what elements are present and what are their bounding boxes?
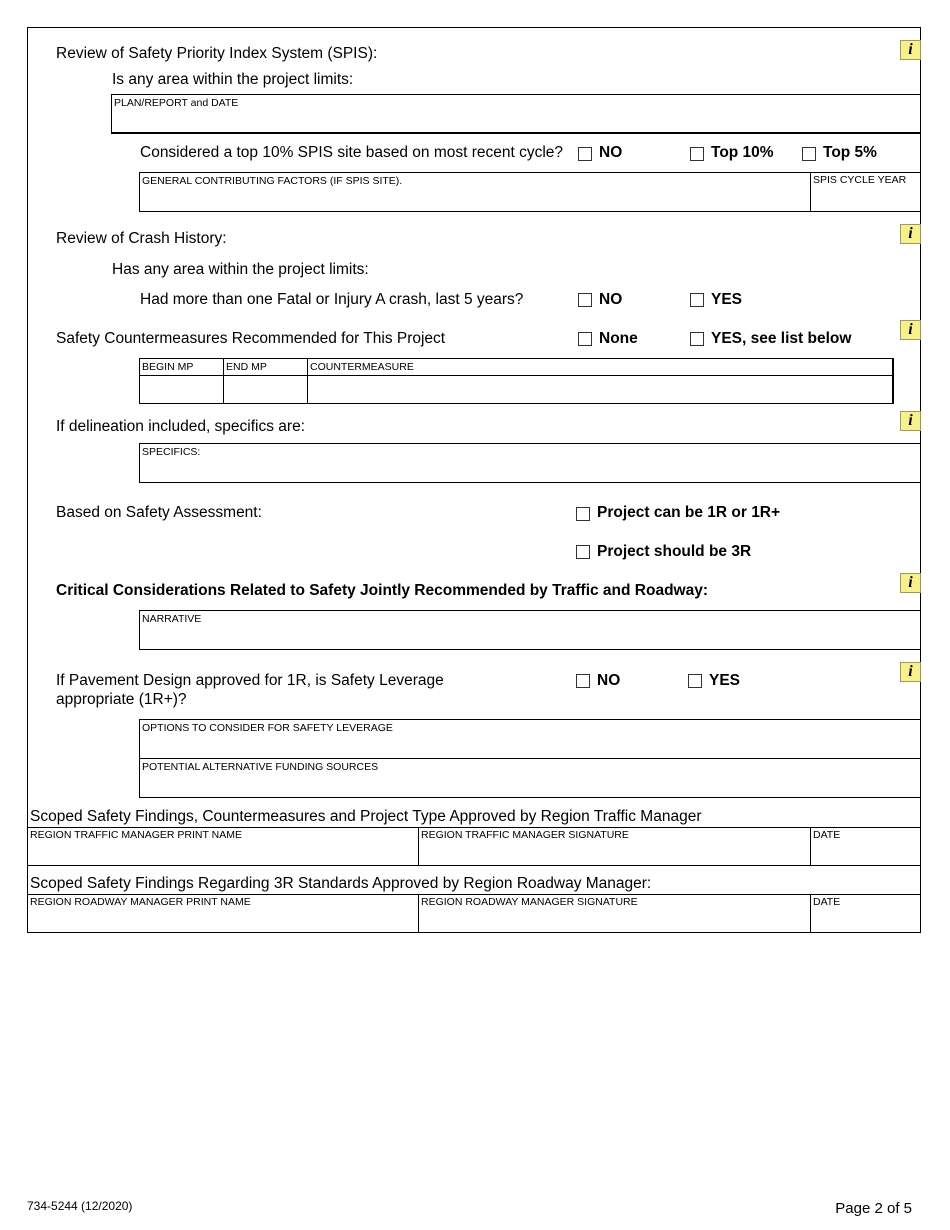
page-number: Page 2 of 5 xyxy=(835,1200,912,1217)
spis-subheading: Is any area within the project limits: xyxy=(112,71,354,88)
roadway-manager-name-field[interactable] xyxy=(28,895,418,932)
plan-report-label: PLAN/REPORT and DATE xyxy=(114,97,239,109)
funding-sources-field[interactable] xyxy=(139,758,921,798)
crash-no-checkbox[interactable] xyxy=(578,293,592,307)
leverage-no-checkbox[interactable] xyxy=(576,674,590,688)
form-number: 734-5244 (12/2020) xyxy=(27,1199,133,1213)
spis-cycle-year-label: SPIS CYCLE YEAR xyxy=(813,174,907,186)
spis-top10-label: Top 10% xyxy=(711,144,774,161)
specifics-label: SPECIFICS: xyxy=(142,446,201,458)
info-icon[interactable]: i xyxy=(900,411,921,431)
safety-leverage-options-field[interactable] xyxy=(139,719,921,759)
roadway-approval-heading: Scoped Safety Findings Regarding 3R Standards Approved by Region Roadway Manager: xyxy=(30,875,652,892)
plan-report-field[interactable] xyxy=(111,94,921,134)
spis-no-checkbox[interactable] xyxy=(578,147,592,161)
crash-question: Had more than one Fatal or Injury A crash, last 5 years? xyxy=(140,291,524,308)
contributing-factors-field[interactable] xyxy=(139,172,921,212)
leverage-no-label: NO xyxy=(597,672,621,689)
crash-heading: Review of Crash History: xyxy=(56,230,227,247)
col-countermeasure: COUNTERMEASURE xyxy=(310,361,414,373)
spis-cycle-year-field[interactable] xyxy=(810,172,922,212)
begin-mp-input[interactable] xyxy=(141,377,222,403)
col-end-mp: END MP xyxy=(226,361,267,373)
specifics-field[interactable] xyxy=(139,443,921,483)
countermeasures-none-checkbox[interactable] xyxy=(578,332,592,346)
project-3r-checkbox[interactable] xyxy=(576,545,590,559)
roadway-manager-signature-label: REGION ROADWAY MANAGER SIGNATURE xyxy=(421,896,638,908)
roadway-approval-date-field[interactable] xyxy=(810,895,922,932)
traffic-manager-signature-field[interactable] xyxy=(418,828,810,865)
crash-yes-checkbox[interactable] xyxy=(690,293,704,307)
crash-subheading: Has any area within the project limits: xyxy=(112,261,369,278)
project-3r-label: Project should be 3R xyxy=(597,543,752,560)
traffic-approval-date-label: DATE xyxy=(813,829,841,841)
spis-no-label: NO xyxy=(599,144,623,161)
col-begin-mp: BEGIN MP xyxy=(142,361,194,373)
roadway-approval-date-label: DATE xyxy=(813,896,841,908)
crash-no-label: NO xyxy=(599,291,623,308)
countermeasures-heading: Safety Countermeasures Recommended for This Project xyxy=(56,330,446,347)
roadway-manager-name-label: REGION ROADWAY MANAGER PRINT NAME xyxy=(30,896,251,908)
countermeasures-yes-label: YES, see list below xyxy=(711,330,852,347)
critical-heading: Critical Considerations Related to Safety Jointly Recommended by Traffic and Roadway: xyxy=(56,582,709,599)
traffic-approval-heading: Scoped Safety Findings, Countermeasures and Project Type Approved by Region Traffic Manager xyxy=(30,808,702,825)
assessment-heading: Based on Safety Assessment: xyxy=(56,504,262,521)
traffic-approval-date-field[interactable] xyxy=(810,828,922,865)
info-icon[interactable]: i xyxy=(900,320,921,340)
spis-question: Considered a top 10% SPIS site based on most recent cycle? xyxy=(140,144,564,161)
countermeasure-input[interactable] xyxy=(309,377,892,403)
narrative-label: NARRATIVE xyxy=(142,613,202,625)
info-icon[interactable]: i xyxy=(900,573,921,593)
leverage-yes-label: YES xyxy=(709,672,741,689)
leverage-yes-checkbox[interactable] xyxy=(688,674,702,688)
info-icon[interactable]: i xyxy=(900,224,921,244)
project-1r-label: Project can be 1R or 1R+ xyxy=(597,504,781,521)
contributing-factors-label: GENERAL CONTRIBUTING FACTORS (IF SPIS SITE). xyxy=(142,175,403,187)
traffic-manager-name-field[interactable] xyxy=(28,828,418,865)
spis-top5-label: Top 5% xyxy=(823,144,877,161)
project-1r-checkbox[interactable] xyxy=(576,507,590,521)
delineation-heading: If delineation included, specifics are: xyxy=(56,418,306,435)
safety-leverage-options-label: OPTIONS TO CONSIDER FOR SAFETY LEVERAGE xyxy=(142,722,393,734)
countermeasures-yes-checkbox[interactable] xyxy=(690,332,704,346)
traffic-manager-signature-label: REGION TRAFFIC MANAGER SIGNATURE xyxy=(421,829,629,841)
end-mp-input[interactable] xyxy=(225,377,306,403)
pavement-heading-line1: If Pavement Design approved for 1R, is Safety Leverage xyxy=(56,672,444,689)
roadway-manager-signature-field[interactable] xyxy=(418,895,810,932)
countermeasure-table xyxy=(139,358,894,404)
spis-top5-checkbox[interactable] xyxy=(802,147,816,161)
spis-top10-checkbox[interactable] xyxy=(690,147,704,161)
info-icon[interactable]: i xyxy=(900,662,921,682)
traffic-manager-name-label: REGION TRAFFIC MANAGER PRINT NAME xyxy=(30,829,242,841)
funding-sources-label: POTENTIAL ALTERNATIVE FUNDING SOURCES xyxy=(142,761,379,773)
pavement-heading-line2: appropriate (1R+)? xyxy=(56,691,187,708)
info-icon[interactable]: i xyxy=(900,40,921,60)
crash-yes-label: YES xyxy=(711,291,743,308)
countermeasures-none-label: None xyxy=(599,330,638,347)
spis-heading: Review of Safety Priority Index System (SPIS): xyxy=(56,45,378,62)
narrative-field[interactable] xyxy=(139,610,921,650)
